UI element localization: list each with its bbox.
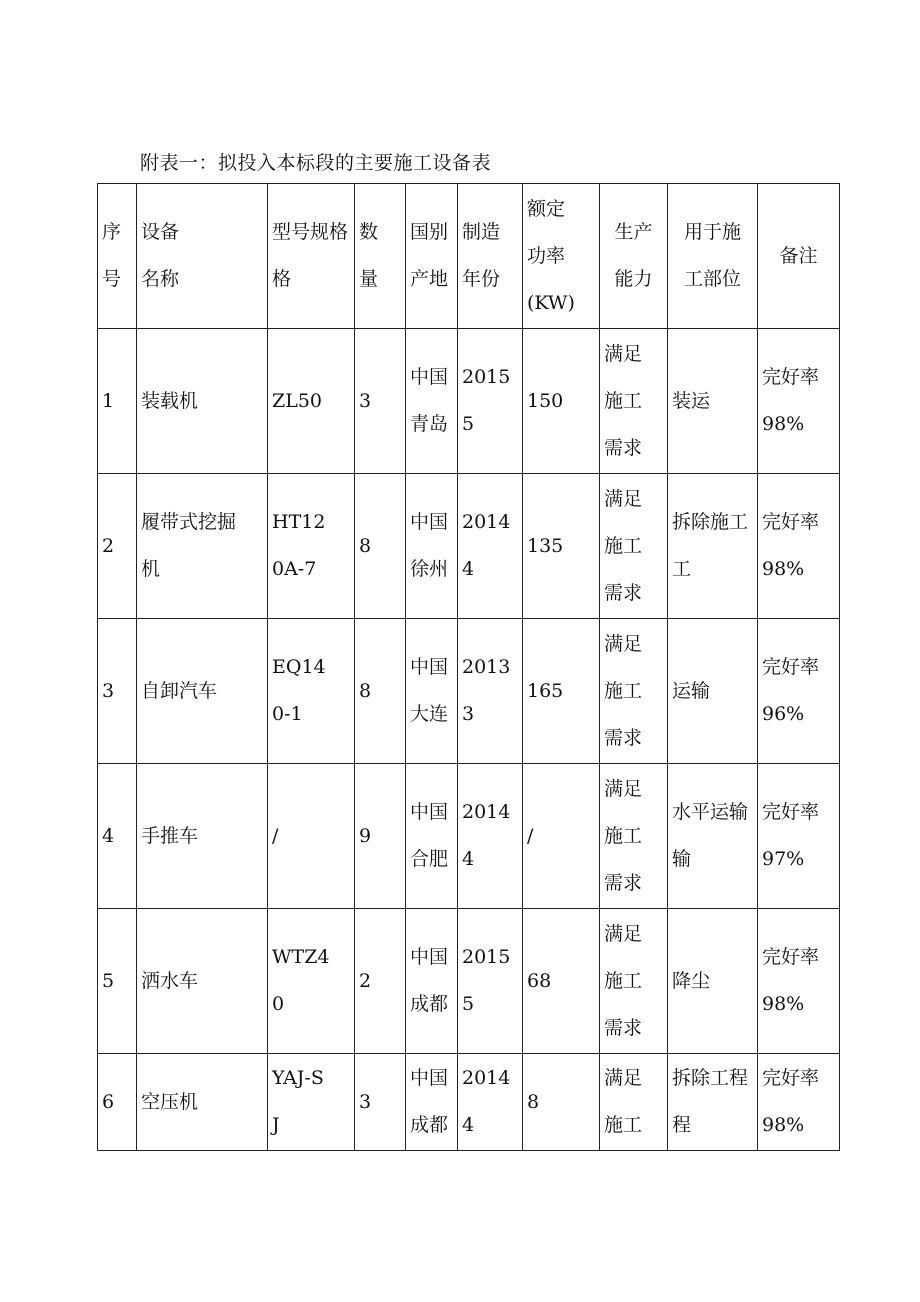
cell-capacity: 满足 施工 需求	[600, 909, 668, 1054]
cell-model: EQ14 0-1	[268, 619, 355, 764]
cell-model: WTZ4 0	[268, 909, 355, 1054]
header-year: 制造 年份	[458, 184, 523, 329]
cell-capacity: 满足 施工 需求	[600, 474, 668, 619]
header-model: 型号规格 格	[268, 184, 355, 329]
cell-power: 165	[523, 619, 600, 764]
cell-year: 2015 5	[458, 329, 523, 474]
cell-capacity: 满足 施工 需求	[600, 329, 668, 474]
cell-year: 2014 4	[458, 764, 523, 909]
cell-model: /	[268, 764, 355, 909]
cell-remark: 完好率 96%	[758, 619, 840, 764]
header-power: 额定 功率 (KW)	[523, 184, 600, 329]
cell-power: 68	[523, 909, 600, 1054]
cell-power: 135	[523, 474, 600, 619]
cell-seq: 3	[98, 619, 137, 764]
cell-capacity: 满足 施工 需求	[600, 764, 668, 909]
header-usage: 用于施 工部位	[668, 184, 758, 329]
cell-qty: 3	[355, 329, 406, 474]
cell-seq: 1	[98, 329, 137, 474]
cell-name: 空压机	[137, 1054, 268, 1151]
cell-qty: 2	[355, 909, 406, 1054]
cell-origin: 中国 合肥	[406, 764, 458, 909]
header-name: 设备 名称	[137, 184, 268, 329]
cell-qty: 8	[355, 474, 406, 619]
cell-year: 2015 5	[458, 909, 523, 1054]
cell-power: 150	[523, 329, 600, 474]
cell-name: 手推车	[137, 764, 268, 909]
cell-usage: 拆除施工 工	[668, 474, 758, 619]
cell-name: 履带式挖掘 机	[137, 474, 268, 619]
header-qty: 数 量	[355, 184, 406, 329]
cell-seq: 5	[98, 909, 137, 1054]
table-row	[98, 909, 840, 1054]
cell-usage: 水平运输 输	[668, 764, 758, 909]
table-row	[98, 619, 840, 764]
table-row	[98, 474, 840, 619]
cell-qty: 3	[355, 1054, 406, 1151]
cell-model: YAJ-S J	[268, 1054, 355, 1151]
table-row	[98, 764, 840, 909]
cell-seq: 4	[98, 764, 137, 909]
page-title: 附表一：拟投入本标段的主要施工设备表	[140, 152, 492, 174]
cell-capacity: 满足 施工	[600, 1054, 668, 1151]
cell-model: HT12 0A-7	[268, 474, 355, 619]
header-seq: 序 号	[98, 184, 137, 329]
cell-usage: 装运	[668, 329, 758, 474]
cell-power: /	[523, 764, 600, 909]
cell-year: 2013 3	[458, 619, 523, 764]
cell-remark: 完好率 98%	[758, 474, 840, 619]
cell-usage: 降尘	[668, 909, 758, 1054]
cell-origin: 中国 徐州	[406, 474, 458, 619]
cell-remark: 完好率 98%	[758, 1054, 840, 1151]
cell-usage: 拆除工程 程	[668, 1054, 758, 1151]
cell-origin: 中国 青岛	[406, 329, 458, 474]
cell-name: 洒水车	[137, 909, 268, 1054]
table-header-row	[98, 184, 840, 329]
cell-qty: 9	[355, 764, 406, 909]
cell-origin: 中国 成都	[406, 1054, 458, 1151]
cell-seq: 2	[98, 474, 137, 619]
cell-year: 2014 4	[458, 1054, 523, 1151]
table-row	[98, 1054, 840, 1151]
cell-origin: 中国 大连	[406, 619, 458, 764]
cell-name: 自卸汽车	[137, 619, 268, 764]
table-row	[98, 329, 840, 474]
cell-capacity: 满足 施工 需求	[600, 619, 668, 764]
cell-model: ZL50	[268, 329, 355, 474]
cell-usage: 运输	[668, 619, 758, 764]
cell-remark: 完好率 98%	[758, 909, 840, 1054]
equipment-table	[97, 183, 840, 1151]
cell-remark: 完好率 97%	[758, 764, 840, 909]
cell-qty: 8	[355, 619, 406, 764]
cell-remark: 完好率 98%	[758, 329, 840, 474]
cell-origin: 中国 成都	[406, 909, 458, 1054]
header-remark: 备注	[758, 184, 840, 329]
header-capacity: 生产 能力	[600, 184, 668, 329]
cell-power: 8	[523, 1054, 600, 1151]
cell-name: 装载机	[137, 329, 268, 474]
cell-year: 2014 4	[458, 474, 523, 619]
header-origin: 国别 产地	[406, 184, 458, 329]
cell-seq: 6	[98, 1054, 137, 1151]
